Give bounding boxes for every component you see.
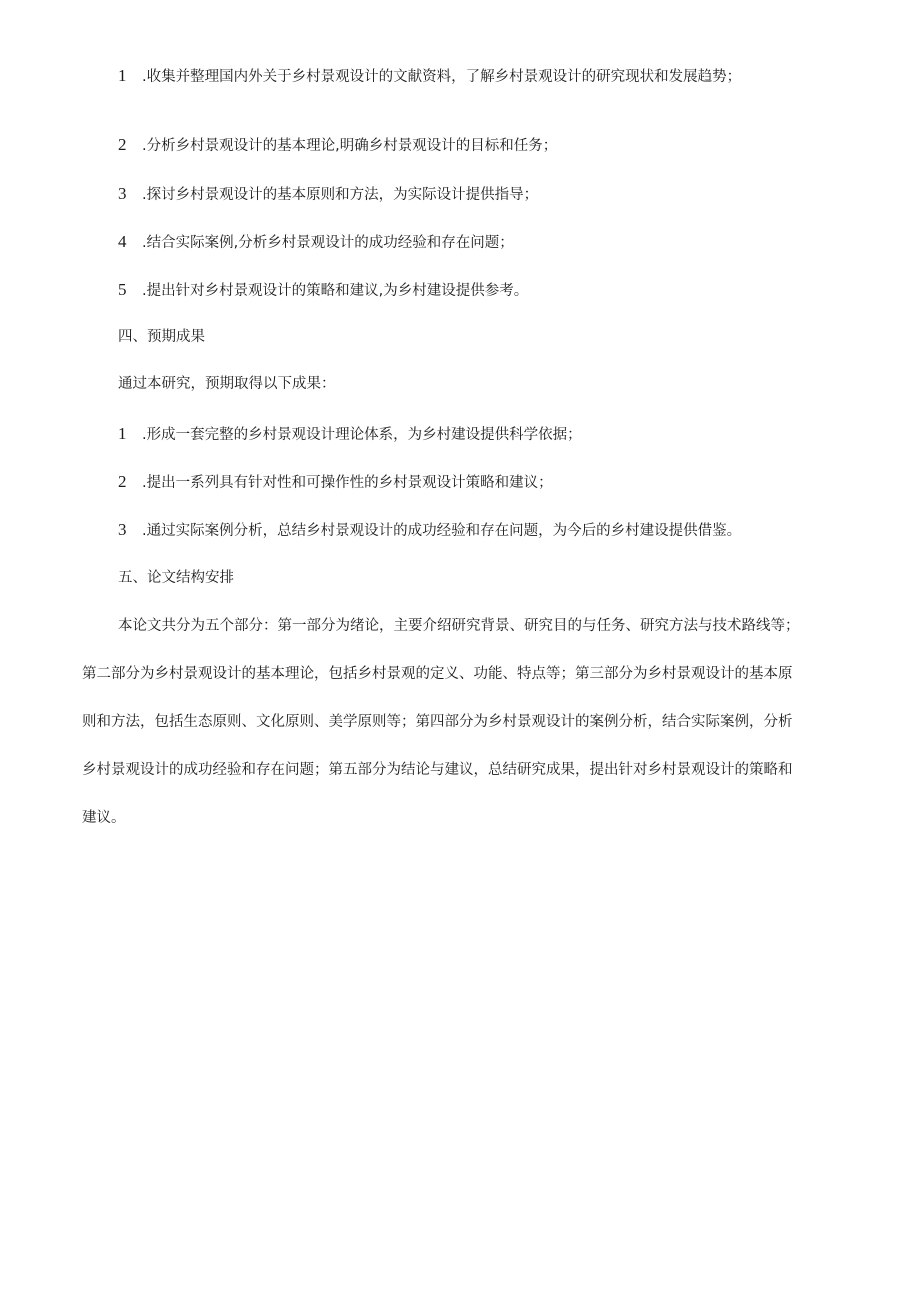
objective-item-4 [118, 232, 514, 253]
objective-item-2 [118, 135, 557, 156]
objective-text: .结合实际案例,分析乡村景观设计的成功经验和存在问题； [142, 235, 514, 251]
result-number: 2 [118, 472, 127, 491]
section-heading-thesis-structure: 五、论文结构安排 [118, 570, 234, 586]
objective-number: 1 [118, 66, 127, 85]
objective-text: .提出针对乡村景观设计的策略和建议,为乡村建设提供参考。 [142, 283, 529, 299]
result-item-1 [118, 424, 582, 445]
expected-results-intro: 通过本研究，预期取得以下成果： [118, 376, 336, 392]
objective-number: 5 [118, 280, 127, 299]
objective-text: .分析乡村景观设计的基本理论,明确乡村景观设计的目标和任务； [142, 138, 558, 154]
section-heading-expected-results: 四、预期成果 [118, 329, 205, 345]
objective-item-3 [118, 184, 538, 205]
objective-number: 2 [118, 135, 127, 154]
result-item-3 [118, 520, 741, 541]
result-text: .通过实际案例分析，总结乡村景观设计的成功经验和存在问题，为今后的乡村建设提供借鉴。 [142, 523, 742, 539]
result-item-2 [118, 472, 553, 493]
structure-paragraph-line-2: 第二部分为乡村景观设计的基本理论，包括乡村景观的定义、功能、特点等；第三部分为乡村景观设计的基本原 [82, 666, 793, 682]
objective-text: .探讨乡村景观设计的基本原则和方法，为实际设计提供指导； [142, 187, 539, 203]
objective-text: .收集并整理国内外关于乡村景观设计的文献资料，了解乡村景观设计的研究现状和发展趋势； [142, 69, 742, 85]
objective-number: 4 [118, 232, 127, 251]
result-number: 3 [118, 520, 127, 539]
structure-paragraph-line-4: 乡村景观设计的成功经验和存在问题；第五部分为结论与建议，总结研究成果，提出针对乡村景观设计的策略和 [82, 762, 793, 778]
result-text: .形成一套完整的乡村景观设计理论体系，为乡村建设提供科学依据； [142, 427, 582, 443]
objective-item-5 [118, 280, 528, 301]
objective-item-1 [118, 66, 741, 87]
structure-paragraph-line-1: 本论文共分为五个部分：第一部分为绪论，主要介绍研究背景、研究目的与任务、研究方法与技术路线等； [118, 618, 800, 634]
objective-number: 3 [118, 184, 127, 203]
result-number: 1 [118, 424, 127, 443]
result-text: .提出一系列具有针对性和可操作性的乡村景观设计策略和建议； [142, 475, 553, 491]
structure-paragraph-line-5: 建议。 [82, 810, 126, 826]
structure-paragraph-line-3: 则和方法，包括生态原则、文化原则、美学原则等；第四部分为乡村景观设计的案例分析，结合实际案例，分析 [82, 714, 793, 730]
